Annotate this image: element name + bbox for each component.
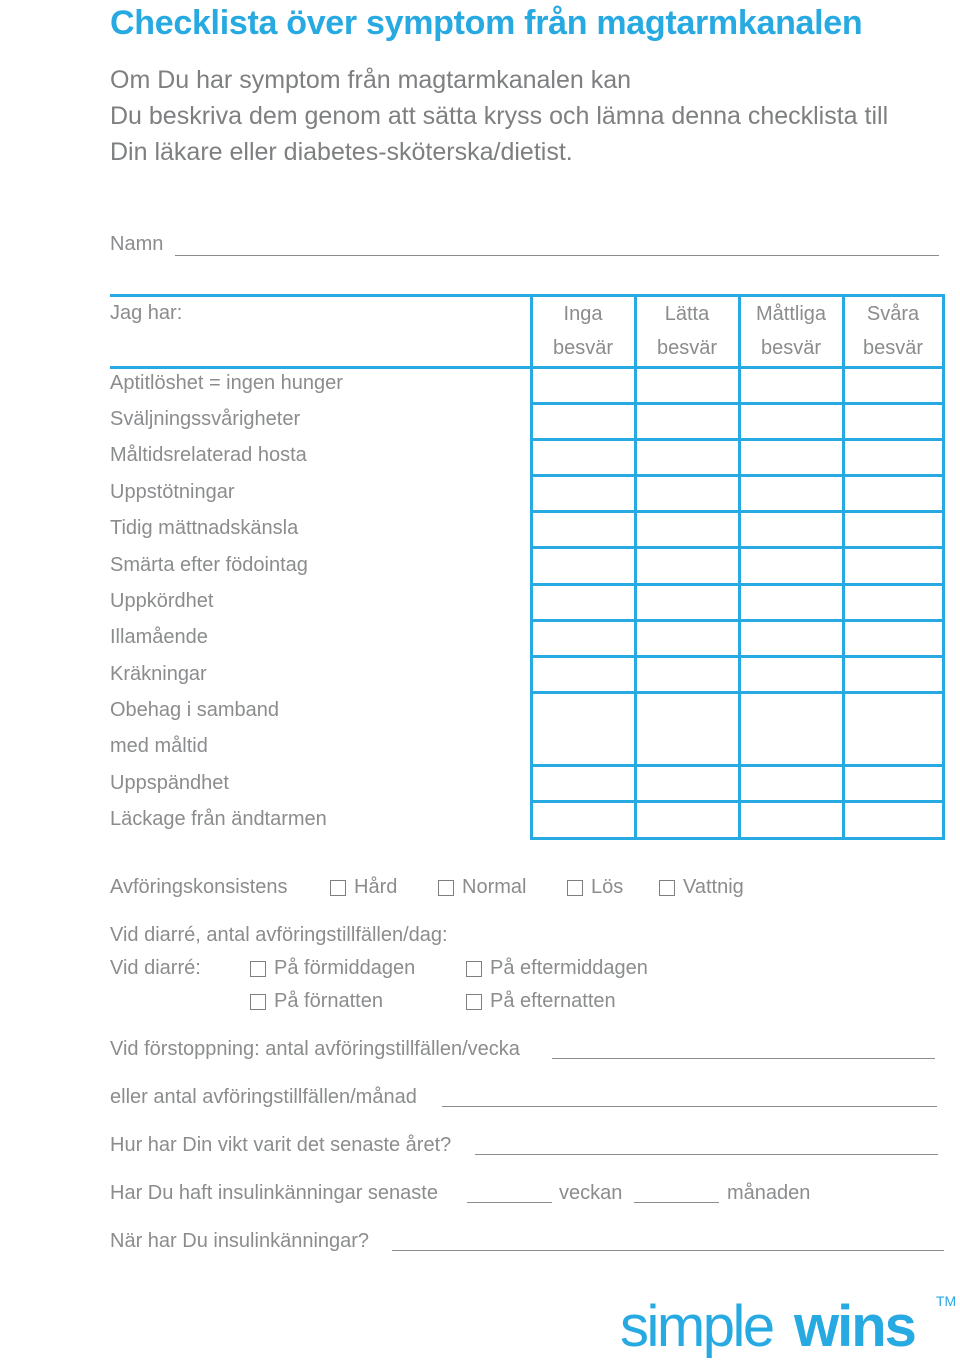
insulin-month-field[interactable]	[634, 1202, 719, 1203]
symptom-label: Läckage från ändtarmen	[110, 808, 327, 830]
weight-field[interactable]	[475, 1154, 938, 1155]
diarrhea-count-label: Vid diarré, antal avföringstillfällen/dag:	[110, 924, 448, 946]
intro-line: Din läkare eller diabetes-sköterska/dietist.	[110, 138, 573, 166]
diarrhea-morning-checkbox[interactable]	[250, 961, 266, 977]
intro-line: Om Du har symptom från magtarmkanalen kan	[110, 66, 632, 94]
diarrhea-option-label: På förnatten	[274, 990, 383, 1012]
simplewins-logo	[618, 1284, 958, 1364]
table-row-header: Jag har:	[110, 302, 183, 324]
consistency-option-label: Hård	[354, 876, 398, 898]
column-divider	[738, 294, 741, 840]
diarrhea-option-label: På förmiddagen	[274, 957, 416, 979]
consistency-watery-checkbox[interactable]	[659, 880, 675, 896]
diarrhea-label: Vid diarré:	[110, 957, 201, 979]
constipation-per-week-field[interactable]	[552, 1058, 935, 1059]
column-header-moderate: Måttliga besvär	[755, 303, 827, 359]
insulin-month-label: månaden	[727, 1182, 811, 1204]
symptom-label: Uppspändhet	[110, 772, 229, 794]
constipation-label: Vid förstoppning: antal avföringstillfällen/vecka	[110, 1038, 520, 1060]
symptom-label: Måltidsrelaterad hosta	[110, 444, 307, 466]
column-header-none: Inga besvär	[552, 303, 614, 359]
name-field[interactable]	[175, 255, 939, 256]
logo-text-simple: simple	[620, 1294, 773, 1359]
diarrhea-option-label: På efternatten	[490, 990, 616, 1012]
name-label: Namn	[110, 233, 164, 255]
column-divider	[942, 294, 945, 840]
consistency-option-label: Lös	[591, 876, 624, 898]
diarrhea-late-night-checkbox[interactable]	[466, 994, 482, 1010]
symptom-label: Sväljningssvårigheter	[110, 408, 301, 430]
intro-line: Du beskriva dem genom att sätta kryss och lämna denna checklista till	[110, 102, 889, 130]
diarrhea-option-label: På eftermiddagen	[490, 957, 648, 979]
diarrhea-afternoon-checkbox[interactable]	[466, 961, 482, 977]
column-header-mild: Lätta besvär	[656, 303, 718, 359]
column-divider	[634, 294, 637, 840]
symptom-label: Obehag i samband	[110, 699, 280, 721]
insulin-when-label: När har Du insulinkänningar?	[110, 1230, 370, 1252]
intro-text	[110, 62, 950, 170]
logo-text-wins: wins	[794, 1294, 915, 1359]
insulin-week-label: veckan	[559, 1182, 623, 1204]
diarrhea-early-night-checkbox[interactable]	[250, 994, 266, 1010]
consistency-loose-checkbox[interactable]	[567, 880, 583, 896]
symptom-label: med måltid	[110, 735, 208, 757]
symptom-label: Uppkördhet	[110, 590, 214, 612]
page-title: Checklista över symptom från magtarmkanalen	[110, 4, 863, 42]
consistency-hard-checkbox[interactable]	[330, 880, 346, 896]
column-header-severe: Svåra besvär	[862, 303, 924, 359]
symptom-label: Smärta efter födointag	[110, 554, 308, 576]
insulin-prefix-label: Har Du haft insulinkänningar senaste	[110, 1182, 438, 1204]
insulin-when-field[interactable]	[392, 1250, 944, 1251]
weight-question: Hur har Din vikt varit det senaste året?	[110, 1134, 452, 1156]
consistency-option-label: Normal	[462, 876, 527, 898]
insulin-week-field[interactable]	[467, 1202, 552, 1203]
symptom-label: Illamående	[110, 626, 208, 648]
consistency-normal-checkbox[interactable]	[438, 880, 454, 896]
constipation-per-month-field[interactable]	[442, 1106, 937, 1107]
consistency-label: Avföringskonsistens	[110, 876, 288, 898]
consistency-option-label: Vattnig	[683, 876, 744, 898]
symptom-label: Aptitlöshet = ingen hunger	[110, 372, 343, 394]
per-month-label: eller antal avföringstillfällen/månad	[110, 1086, 417, 1108]
symptom-label: Kräkningar	[110, 663, 207, 685]
symptom-label: Uppstötningar	[110, 481, 235, 503]
table-header-border	[110, 366, 945, 369]
column-divider	[530, 294, 533, 840]
column-divider	[842, 294, 845, 840]
logo-trademark: TM	[936, 1293, 957, 1309]
symptom-label: Tidig mättnadskänsla	[110, 517, 299, 539]
